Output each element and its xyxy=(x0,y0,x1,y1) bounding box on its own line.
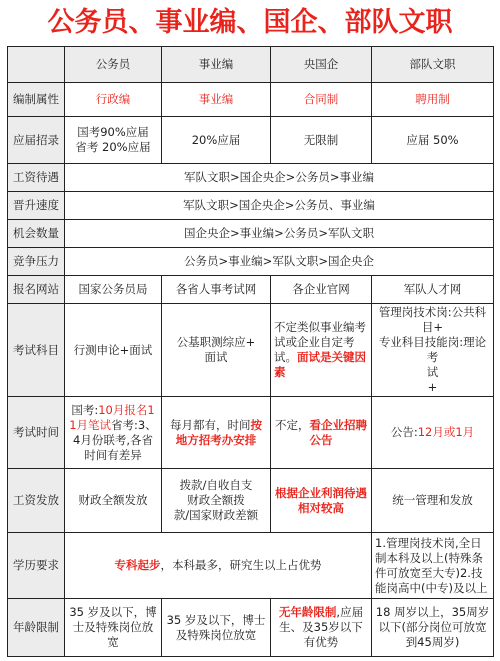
cell-bd: 统一管理和发放 xyxy=(372,469,494,533)
merged-value: 公务员>事业编>军队文职>国企央企 xyxy=(65,248,494,276)
row-label: 应届招录 xyxy=(8,117,65,164)
cell-bd xyxy=(372,304,494,397)
row-gongzi xyxy=(8,164,494,192)
cell-text: 公告: xyxy=(390,425,418,439)
row-label: 考试时间 xyxy=(8,397,65,469)
row-label: 考试科目 xyxy=(8,304,65,397)
cell-line: 面试 xyxy=(204,350,228,364)
cell-line: 国考90%应届 xyxy=(77,125,149,139)
row-kemu xyxy=(8,304,494,397)
cell-syb: 20%应届 xyxy=(162,117,271,164)
cell-bd xyxy=(372,397,494,469)
cell-text: ,应届生、及35岁以下有优势 xyxy=(279,605,364,649)
cell-emphasis: 10月报名11月笔试 xyxy=(69,402,155,432)
cell-gq: 无限制 xyxy=(271,117,372,164)
cell-gwy: 35 岁及以下，博士及特殊岗位放宽 xyxy=(65,599,162,657)
cell-text: ，本科最多，研究生以上占优势 xyxy=(160,558,322,572)
col-header-shiyebian: 事业编 xyxy=(162,47,271,83)
row-label: 工资待遇 xyxy=(8,164,65,192)
cell-gq xyxy=(271,304,372,397)
row-label: 报名网站 xyxy=(8,276,65,304)
row-label: 机会数量 xyxy=(8,220,65,248)
corner-cell xyxy=(8,47,65,83)
cell-emphasis: 专科起步 xyxy=(114,558,161,572)
cell-text: 国考: xyxy=(71,402,99,417)
row-label: 晋升速度 xyxy=(8,192,65,220)
cell-line: 管理岗技术岗:公共科目+ xyxy=(378,305,487,334)
cell-emphasis: 12月或1月 xyxy=(417,425,475,439)
cell-gq: 合同制 xyxy=(271,83,372,117)
cell-gq xyxy=(271,599,372,657)
cell-gwy xyxy=(65,117,162,164)
cell-gwy: 行政编 xyxy=(65,83,162,117)
cell-syb xyxy=(162,304,271,397)
merged-value: 军队文职>国企央企>公务员>事业编 xyxy=(65,164,494,192)
row-label: 年龄限制 xyxy=(8,599,65,657)
cell-text: 不定类似事业编考试或企业自定考试。 xyxy=(274,320,366,364)
col-header-gongwuyuan: 公务员 xyxy=(65,47,162,83)
row-label: 工资发放 xyxy=(8,469,65,533)
cell-gwy: 国家公务员局 xyxy=(65,276,162,304)
cell-line: 款/国家财政差额 xyxy=(173,508,259,522)
cell-emphasis: 无年龄限制 xyxy=(278,605,337,619)
cell-gq xyxy=(271,397,372,469)
cell-gq: 各企业官网 xyxy=(271,276,372,304)
cell-text: 每月都有，时间 xyxy=(170,417,251,432)
merged-value: 国企央企>事业编>公务员>军队文职 xyxy=(65,220,494,248)
cell-line: 省考 20%应届 xyxy=(75,140,151,154)
merged-value xyxy=(65,533,372,599)
header-row xyxy=(8,47,494,83)
row-fafang xyxy=(8,469,494,533)
row-jihui xyxy=(8,220,494,248)
row-zhaolu xyxy=(8,117,494,164)
cell-line: 试 xyxy=(426,365,439,379)
row-jingzheng xyxy=(8,248,494,276)
cell-gq: 根据企业利润待遇相对较高 xyxy=(271,469,372,533)
row-shijian xyxy=(8,397,494,469)
cell-gwy: 行测申论+面试 xyxy=(65,304,162,397)
cell-text: 省考:3、4月份联考,各省时间有差异 xyxy=(73,417,157,462)
row-label: 编制属性 xyxy=(8,83,65,117)
cell-syb: 事业编 xyxy=(162,83,271,117)
page-title: 公务员、事业编、国企、部队文职 xyxy=(47,7,453,38)
row-bianzhi xyxy=(8,83,494,117)
cell-syb xyxy=(162,397,271,469)
cell-emphasis: 面试是关键因素 xyxy=(274,350,366,379)
cell-bd: 18 周岁以上，35周岁以下(部分岗位可放宽到45周岁) xyxy=(372,599,494,657)
row-label: 学历要求 xyxy=(8,533,65,599)
cell-emphasis: 看企业招聘公告 xyxy=(309,417,367,447)
cell-line: 专业科目技能岗:理论考 xyxy=(378,335,487,364)
cell-syb: 各省人事考试网 xyxy=(162,276,271,304)
cell-line: 财政全额拨 xyxy=(187,493,245,507)
row-label: 竞争压力 xyxy=(8,248,65,276)
cell-bd: 军队人才网 xyxy=(372,276,494,304)
row-xueli xyxy=(8,533,494,599)
row-wangzhan xyxy=(8,276,494,304)
comparison-table xyxy=(7,46,494,657)
cell-gwy: 财政全额发放 xyxy=(65,469,162,533)
merged-value: 军队文职>国企央企>公务员、事业编 xyxy=(65,192,494,220)
cell-bd: 1.管理岗技术岗,全日制本科及以上(特殊条件可放宽至大专)2.技能岗高中(中专)及以上 xyxy=(372,533,494,599)
cell-bd: 聘用制 xyxy=(372,83,494,117)
row-nianling xyxy=(8,599,494,657)
cell-text: 不定， xyxy=(275,417,310,432)
cell-line: 拨款/自收自支 xyxy=(179,478,253,492)
cell-syb: 35 岁及以下，博士及特殊岗位放宽 xyxy=(162,599,271,657)
cell-line: 公基职测综应+ xyxy=(176,335,256,349)
cell-emphasis: 按地方招考办安排 xyxy=(175,417,262,447)
col-header-yangguoqi: 央国企 xyxy=(271,47,372,83)
cell-syb xyxy=(162,469,271,533)
cell-line: + xyxy=(427,380,438,394)
cell-gwy xyxy=(65,397,162,469)
cell-bd: 应届 50% xyxy=(372,117,494,164)
col-header-buduiwenzhi: 部队文职 xyxy=(372,47,494,83)
row-jinsheng xyxy=(8,192,494,220)
